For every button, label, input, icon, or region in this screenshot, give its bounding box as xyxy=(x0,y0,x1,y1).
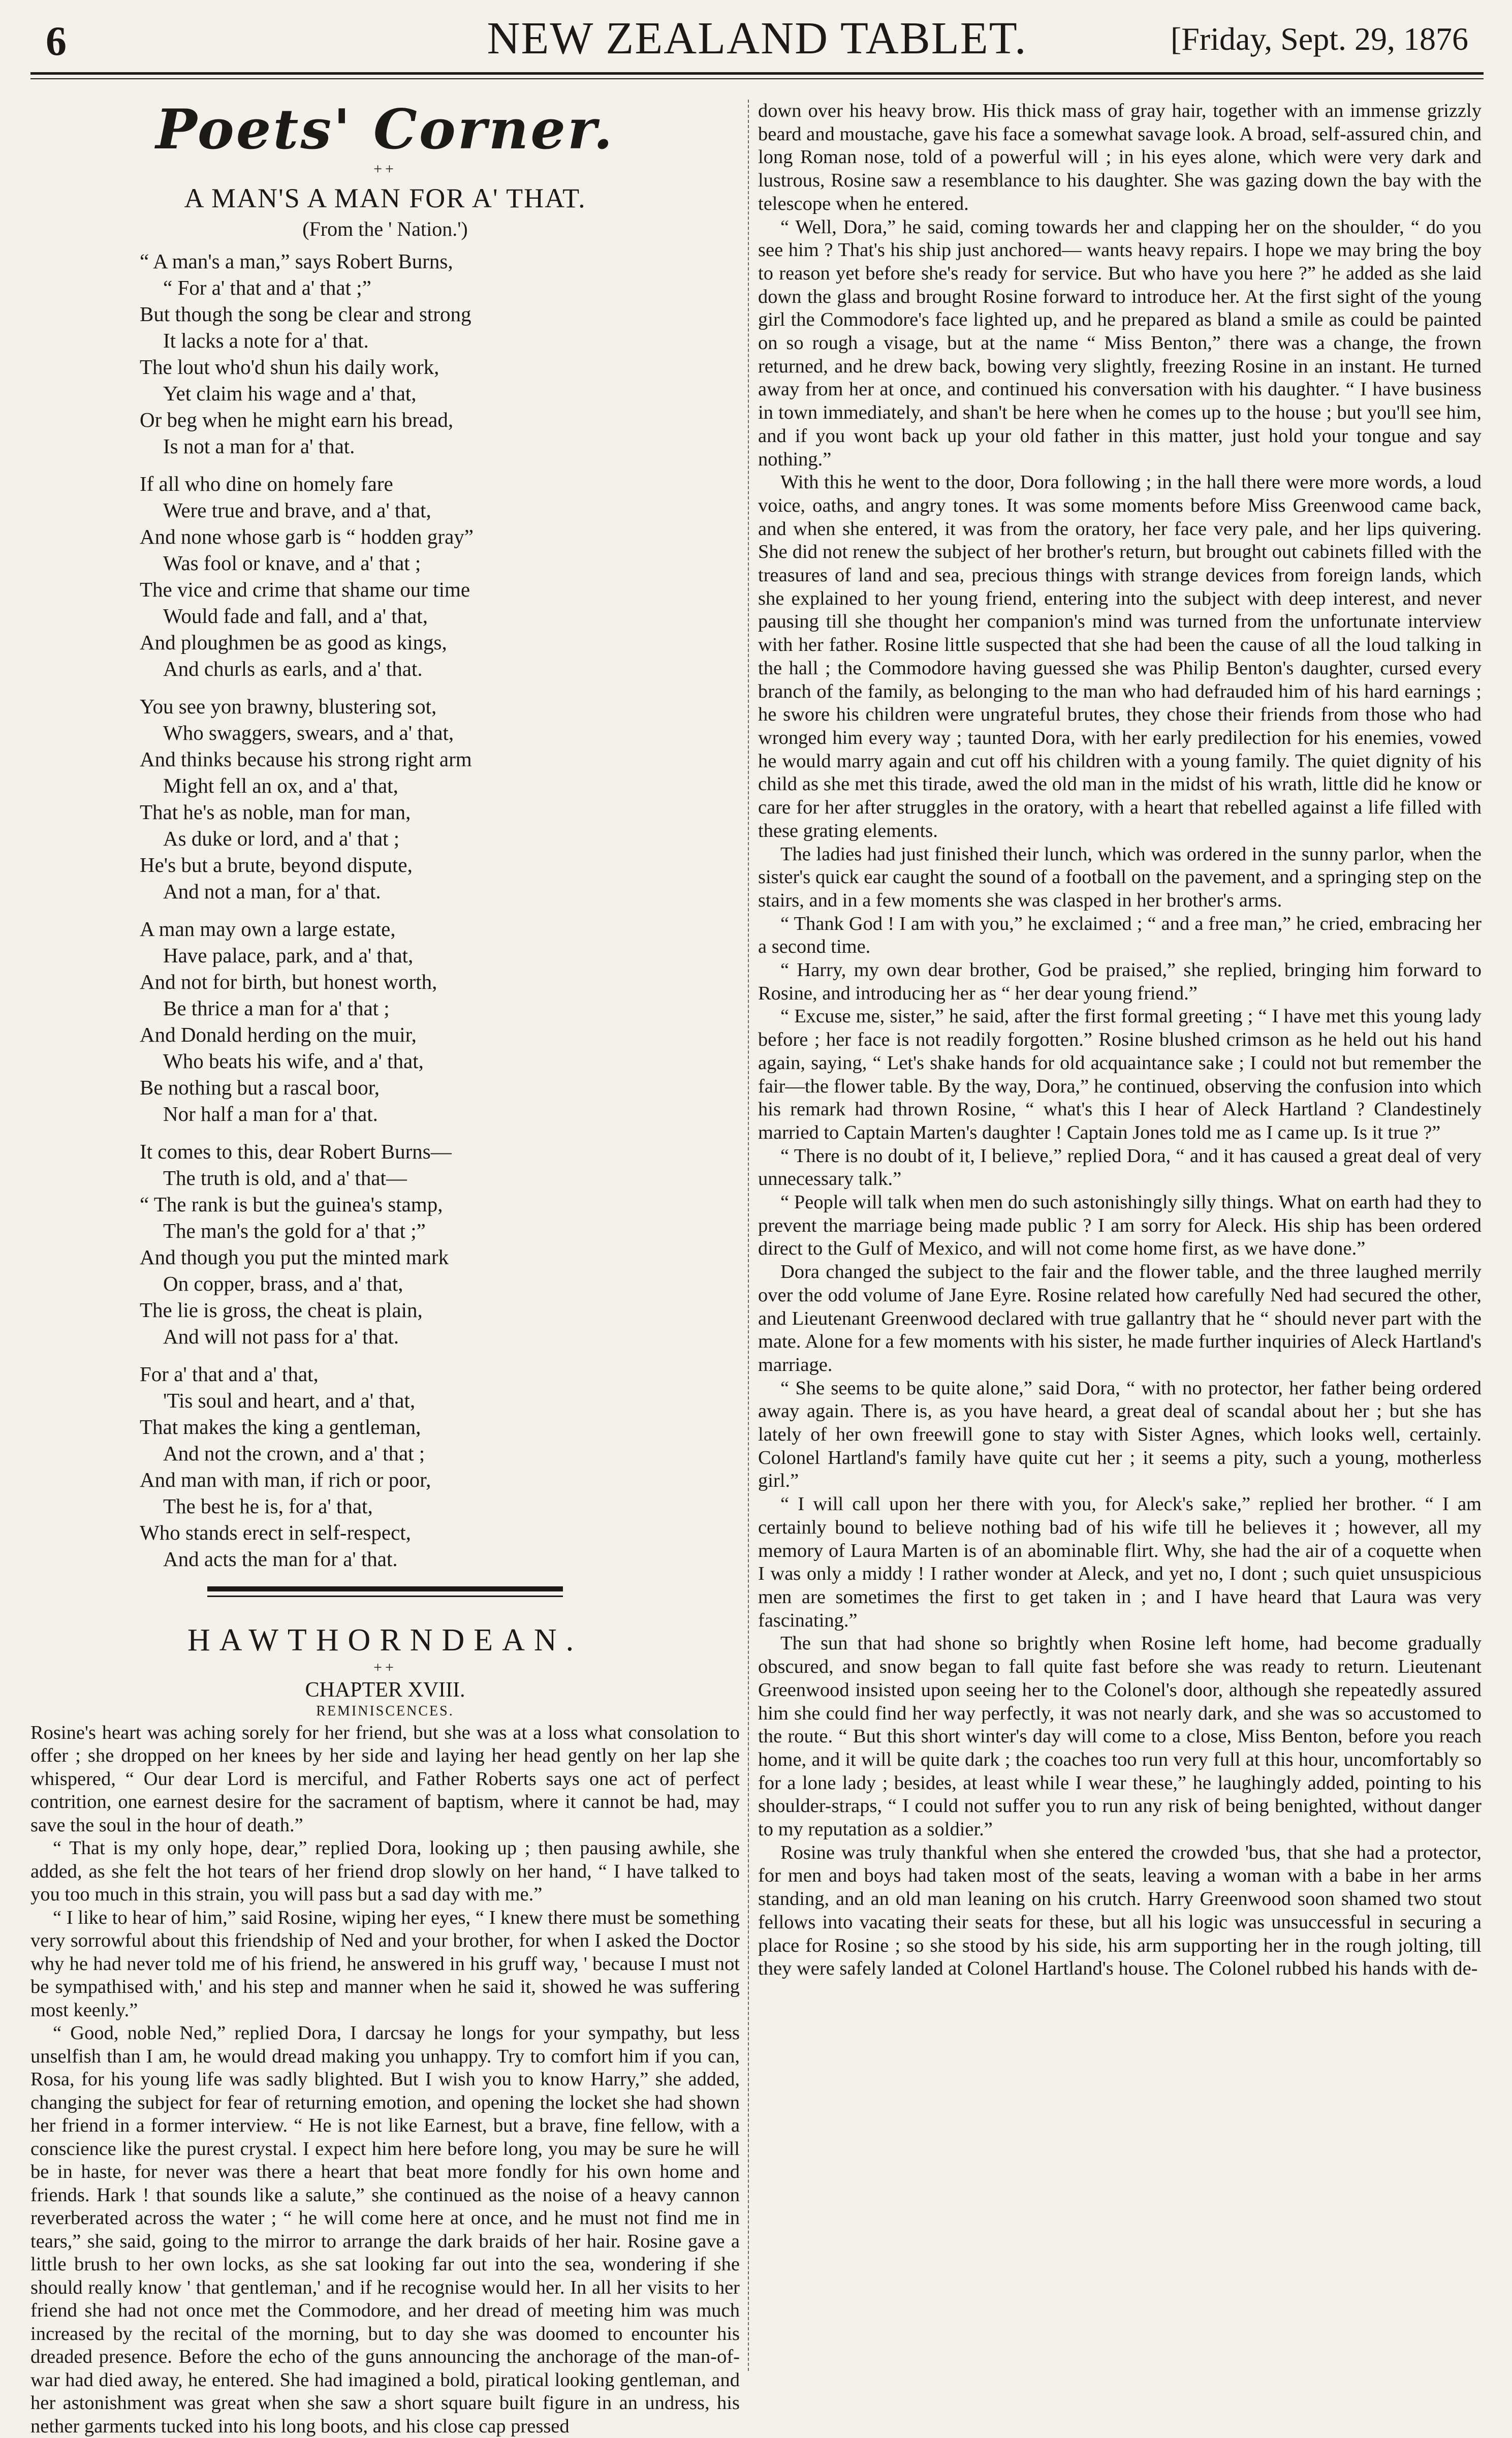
poem-line: The lout who'd shun his daily work, xyxy=(140,355,439,379)
paragraph: The ladies had just finished their lunch, which was ordered in the sunny parlor, when the sister's quick ear caught the sound of a football on the pavement, and a springing step on the stairs, and in a few moments she was clasped in her brother's arms. xyxy=(758,843,1482,911)
poem-line: Have palace, park, and a' that, xyxy=(163,943,414,967)
poem-line: And acts the man for a' that. xyxy=(163,1547,398,1571)
poem-line: On copper, brass, and a' that, xyxy=(163,1271,403,1295)
stanza xyxy=(140,1361,740,1572)
poem-line: It comes to this, dear Robert Burns— xyxy=(140,1139,452,1163)
poem-line: Be nothing but a rascal boor, xyxy=(140,1075,380,1099)
stanza xyxy=(140,471,740,682)
poem-line: The vice and crime that shame our time xyxy=(140,577,470,601)
paragraph: “ There is no doubt of it, I believe,” replied Dora, “ and it has caused a great deal of very unnecessary talk.” xyxy=(758,1145,1482,1190)
poem-source: (From the ' Nation.') xyxy=(302,217,468,240)
poem-line: And not a man, for a' that. xyxy=(163,879,381,903)
issue-date: [Friday, Sept. 29, 1876 xyxy=(1170,21,1468,57)
poem-line: It lacks a note for a' that. xyxy=(163,328,369,352)
stanza xyxy=(140,693,740,904)
story-text-left xyxy=(30,1722,740,2438)
poem-line: But though the song be clear and strong xyxy=(140,302,471,326)
poem-line: Were true and brave, and a' that, xyxy=(163,498,431,522)
poets-corner-heading: Poets' Corner. xyxy=(155,98,615,162)
poem-line: And not for birth, but honest worth, xyxy=(140,970,437,993)
poem-line: If all who dine on homely fare xyxy=(140,472,393,495)
paragraph: down over his heavy brow. His thick mass of gray hair, together with an immense grizzly beard and moustache, gave his face a somewhat savage look. A broad, self-assured chin, and long Roman nose, told of a powerful will ; in his eyes alone, which were very dark and lustrous, Rosine saw a resemblance to his daughter. She was gazing down the bay with the telescope when he entered. xyxy=(758,100,1482,214)
poem-line: That he's as noble, man for man, xyxy=(140,800,411,824)
left-column xyxy=(30,98,740,2437)
poem-line: Be thrice a man for a' that ; xyxy=(163,996,390,1020)
paragraph: The sun that had shone so brightly when Rosine left home, had become gradually obscured, and snow began to fall quite fast before she was ready to return. Lieutenant Greenwood insisted upon seeing her to the Colonel's door, although she repeatedly assured him she could find her way perfectly, it was not nearly dark, and she was so accustomed to the route. “ But this short winter's day will come to a close, Miss Benton, before you reach home, and it will be quite dark ; the coaches too run very full at this hour, uncomfortably so for a lone lady ; besides, at least while I wear these,” he laughingly added, pointing to his shoulder-straps, “ I could not suffer you to run any risk of being benighted, without danger to my reputation as a soldier.” xyxy=(758,1633,1482,1840)
stanza xyxy=(140,916,740,1127)
poem-line: For a' that and a' that, xyxy=(140,1362,319,1386)
poem-line: And churls as earls, and a' that. xyxy=(163,657,423,680)
poem-line: And ploughmen be as good as kings, xyxy=(140,630,447,654)
poem-line: A man may own a large estate, xyxy=(140,917,396,941)
paragraph: “ I like to hear of him,” said Rosine, wiping her eyes, “ I knew there must be something very sorrowful about this friendship of Ned and your brother, for when I asked the Doctor why he had never told me of his friend, he answered in his gruff way, ' because I must not be sympathised with,' and his step and manner when he said it, showed he was suffering most keenly.” xyxy=(30,1906,740,2021)
story-text-right xyxy=(758,100,1482,1981)
poem-line: “ A man's a man,” says Robert Burns, xyxy=(140,249,453,273)
stanza xyxy=(140,1138,740,1350)
paragraph: “ That is my only hope, dear,” replied Dora, looking up ; then pausing awhile, she added, as she felt the hot tears of her friend drop slowly on her hand, “ I have talked to you too much in this strain, you will pass but a sad day with me.” xyxy=(30,1837,740,1905)
poem-line: The truth is old, and a' that— xyxy=(163,1166,407,1190)
poem-line: Would fade and fall, and a' that, xyxy=(163,604,428,628)
poem-title: A MAN'S A MAN FOR A' THAT. xyxy=(184,182,586,213)
paragraph: “ Harry, my own dear brother, God be praised,” she replied, bringing him forward to Rosine, and introducing her as “ her dear young friend.” xyxy=(758,959,1482,1004)
paragraph: “ She seems to be quite alone,” said Dora, “ with no protector, her father being ordered away again. There is, as you have heard, a great deal of scandal about her ; but she has lately of her own freewill gone to stay with Sister Agnes, which looks well, certainly. Colonel Hartland's family have quite cut her ; it seems a pity, such a young, motherless girl.” xyxy=(758,1377,1482,1492)
poem-line: And thinks because his strong right arm xyxy=(140,747,472,771)
poem-line: And Donald herding on the muir, xyxy=(140,1022,417,1046)
poem-line: The best he is, for a' that, xyxy=(163,1494,373,1518)
masthead xyxy=(30,7,1484,83)
paragraph: With this he went to the door, Dora following ; in the hall there were more words, a loud voice, oaths, and angry tones. It was some moments before Miss Greenwood came back, and when she entered, it was from the oratory, her face very pale, and her lips quivering. She did not renew the subject of her brother's return, but brought out cabinets filled with the treasures of land and sea, precious things with strange devices from foreign lands, which she explained to her young friend, entering into the subject with deep interest, and never pausing till she thought her companion's mind was turned from the unfortunate interview with her father. Rosine little suspected that she had been the cause of all the loud talking in the hall ; the Commodore having guessed she was Philip Benton's daughter, cursed every branch of the family, as belonging to the man who had defrauded him of his hard earnings ; he swore his children were ungrateful brutes, they chose their friends from those who had wronged him every way ; taunted Dora, with her early predilection for his enemies, vowed he would marry again and cut off his children with a young family. The quiet dignity of his child as she met this tirade, awed the old man in the midst of his wrath, little did he know or care for her after struggles in the oratory, with a heart that rebelled against a life filled with these grating elements. xyxy=(758,472,1482,841)
section-rule-thin xyxy=(207,1596,563,1597)
column-divider xyxy=(748,100,749,2371)
poem-line: The man's the gold for a' that ;” xyxy=(163,1218,426,1242)
paragraph: Rosine's heart was aching sorely for her friend, but she was at a loss what consolation to offer ; she dropped on her knees by her side and laying her head gently on her lap she whispered, “ Our dear Lord is merciful, and Father Roberts says one act of perfect contrition, one earnest desire for the sacrament of baptism, where it cannot be had, may save the soul in the hour of death.” xyxy=(30,1722,740,1836)
poem-line: Who beats his wife, and a' that, xyxy=(163,1049,424,1073)
right-column xyxy=(758,100,1482,2376)
poem-line: Yet claim his wage and a' that, xyxy=(163,381,417,405)
paragraph: “ Good, noble Ned,” replied Dora, I darcsay he longs for your sympathy, but less unselfish than I am, he would dread making you unhappy. Try to comfort him if you can, Rosa, for his young life was sadly blighted. But I wish you to know Harry,” she added, changing the subject for fear of returning emotion, and opening the locket she had shown her friend in a former interview. “ He is not like Earnest, but a brave, fine fellow, with a conscience like the purest crystal. I expect him here before long, you may be sure he will be in haste, for never was there a heart that beat more fondly for his own home and friends. Hark ! that sounds like a salute,” she continued as the noise of a heavy cannon reverberated across the water ; “ he will come here at once, and he must not find me in tears,” she said, going to the mirror to arrange the dark braids of her hair. Rosine gave a little brush to her own locks, as she sat looking far out into the sea, wondering if she should really know ' that gentleman,' and if he recognise would her. In all her visits to her friend she had not once met the Commodore, and her dread of meeting him was much increased by the recital of the morning, but to day she was doomed to encounter his dreaded presence. Before the echo of the guns announcing the anchorage of the man-of-war had died away, he entered. She had imagined a bold, piratical looking gentleman, and her astonishment was great when she saw a short square built figure in an undress, his nether garments tucked into his long boots, and his close cap pressed xyxy=(30,2022,740,2437)
poem-line: “ The rank is but the guinea's stamp, xyxy=(140,1192,443,1216)
paragraph: “ Thank God ! I am with you,” he exclaimed ; “ and a free man,” he cried, embracing her a second time. xyxy=(758,913,1482,958)
stanza xyxy=(140,248,740,459)
poem-body xyxy=(30,248,740,1572)
poem-line: You see yon brawny, blustering sot, xyxy=(140,694,437,718)
paragraph: “ Excuse me, sister,” he said, after the first formal greeting ; “ I have met this young lady before ; her face is not readily forgotten.” Rosine blushed crimson as he held out his hand again, saying, “ Let's shake hands for old acquaintance sake ; I could not but remember the fair—the flower table. By the way, Dora,” he continued, observing the confusion into which his remark had thrown Rosine, “ what's this I hear of Aleck Hartland ? Clandestinely married to Captain Marten's daughter ! Captain Jones told me as I came up. Is it true ?” xyxy=(758,1006,1482,1143)
paragraph: Rosine was truly thankful when she entered the crowded 'bus, that she had a protector, for men and boys had taken most of the seats, leaving a woman with a babe in her arms standing, and an old man leaning on his crutch. Harry Greenwood soon shamed two stout fellows into vacating their seats for these, but all his logic was unsuccessful in securing a place for Rosine ; so she stood by his side, his arm supporting her in the rough jolting, till they were safely landed at Colonel Hartland's house. The Colonel rubbed his hands with de- xyxy=(758,1841,1482,1980)
poem-line: He's but a brute, beyond dispute, xyxy=(140,853,413,877)
poem-line: Or beg when he might earn his bread, xyxy=(140,408,454,431)
poem-line: And will not pass for a' that. xyxy=(163,1324,399,1348)
poem-line: Might fell an ox, and a' that, xyxy=(163,773,398,797)
poem-line: And man with man, if rich or poor, xyxy=(140,1467,431,1491)
poem-line: Is not a man for a' that. xyxy=(163,434,355,458)
poem-line: And not the crown, and a' that ; xyxy=(163,1441,425,1465)
poem-line: The lie is gross, the cheat is plain, xyxy=(140,1298,423,1322)
poem-line: And though you put the minted mark xyxy=(140,1245,449,1269)
paragraph: “ People will talk when men do such astonishingly silly things. What on earth had they to prevent the marriage being made public ? I am sorry for Aleck. His ship has been ordered direct to the Gulf of Mexico, and will not come home first, as we have done.” xyxy=(758,1192,1482,1260)
chapter-subhead: REMINISCENCES. xyxy=(316,1703,454,1719)
paragraph: “ Well, Dora,” he said, coming towards her and clapping her on the shoulder, “ do you see him ? That's his ship just anchored— wants heavy repairs. I hope we may bring the boy to reason yet before she's ready for service. But who have you here ?” he added as she laid down the glass and brought Rosine forward to introduce her. At the first sight of the young girl the Commodore's face lighted up, and he prepared as bland a smile as could be painted on so rough a visage, but at the name “ Miss Benton,” there was a change, the frown returned, and he drew back, bowing very slightly, freezing Rosine in an instant. He turned away from her at once, and continued his conversation with his daughter. “ I have business in town immediately, and shan't be here when he comes up to the house ; but you'll see him, and if you wont back up your old father in this matter, just hold your tongue and say nothing.” xyxy=(758,216,1482,470)
poem-line: And none whose garb is “ hodden gray” xyxy=(140,524,474,548)
page-number: 6 xyxy=(46,18,67,64)
section-rule-thick xyxy=(207,1586,563,1591)
ornament: ++ xyxy=(373,160,397,177)
story-title: HAWTHORNDEAN. xyxy=(187,1622,583,1658)
poem-line: As duke or lord, and a' that ; xyxy=(163,826,400,850)
newspaper-title: NEW ZEALAND TABLET. xyxy=(487,13,1027,64)
poem-line: 'Tis soul and heart, and a' that, xyxy=(163,1388,416,1412)
paragraph: “ I will call upon her there with you, for Aleck's sake,” replied her brother. “ I am certainly bound to believe nothing bad of his wife till he believes it ; however, all my memory of Laura Marten is of an abominable flirt. Why, she had the air of a coquette when I was only a middy ! I rather wonder at Aleck, and yet no, I dont ; such quiet unsuspicious men are sometimes the first to get taken in ; and I have heard that Laura was very fascinating.” xyxy=(758,1493,1482,1631)
masthead-rule-thick xyxy=(30,72,1484,75)
ornament: ++ xyxy=(373,1659,397,1676)
poem-line: Was fool or knave, and a' that ; xyxy=(163,551,421,575)
poem-line: Nor half a man for a' that. xyxy=(163,1102,378,1126)
paragraph: Dora changed the subject to the fair and the flower table, and the three laughed merrily over the odd volume of Jane Eyre. Rosine related how carefully Ned had secured the other, and Lieutenant Greenwood declared with true gallantry that he “ should never part with the mate. Alone for a few moments with his sister, he made further inquiries of Aleck Hartland's marriage. xyxy=(758,1261,1482,1376)
chapter-heading: CHAPTER XVIII. xyxy=(305,1678,465,1702)
poem-line: “ For a' that and a' that ;” xyxy=(163,275,371,299)
masthead-rule-thin xyxy=(30,78,1484,79)
poem-line: Who swaggers, swears, and a' that, xyxy=(163,721,454,744)
poem-line: That makes the king a gentleman, xyxy=(140,1415,421,1439)
poem-line: Who stands erect in self-respect, xyxy=(140,1520,411,1544)
